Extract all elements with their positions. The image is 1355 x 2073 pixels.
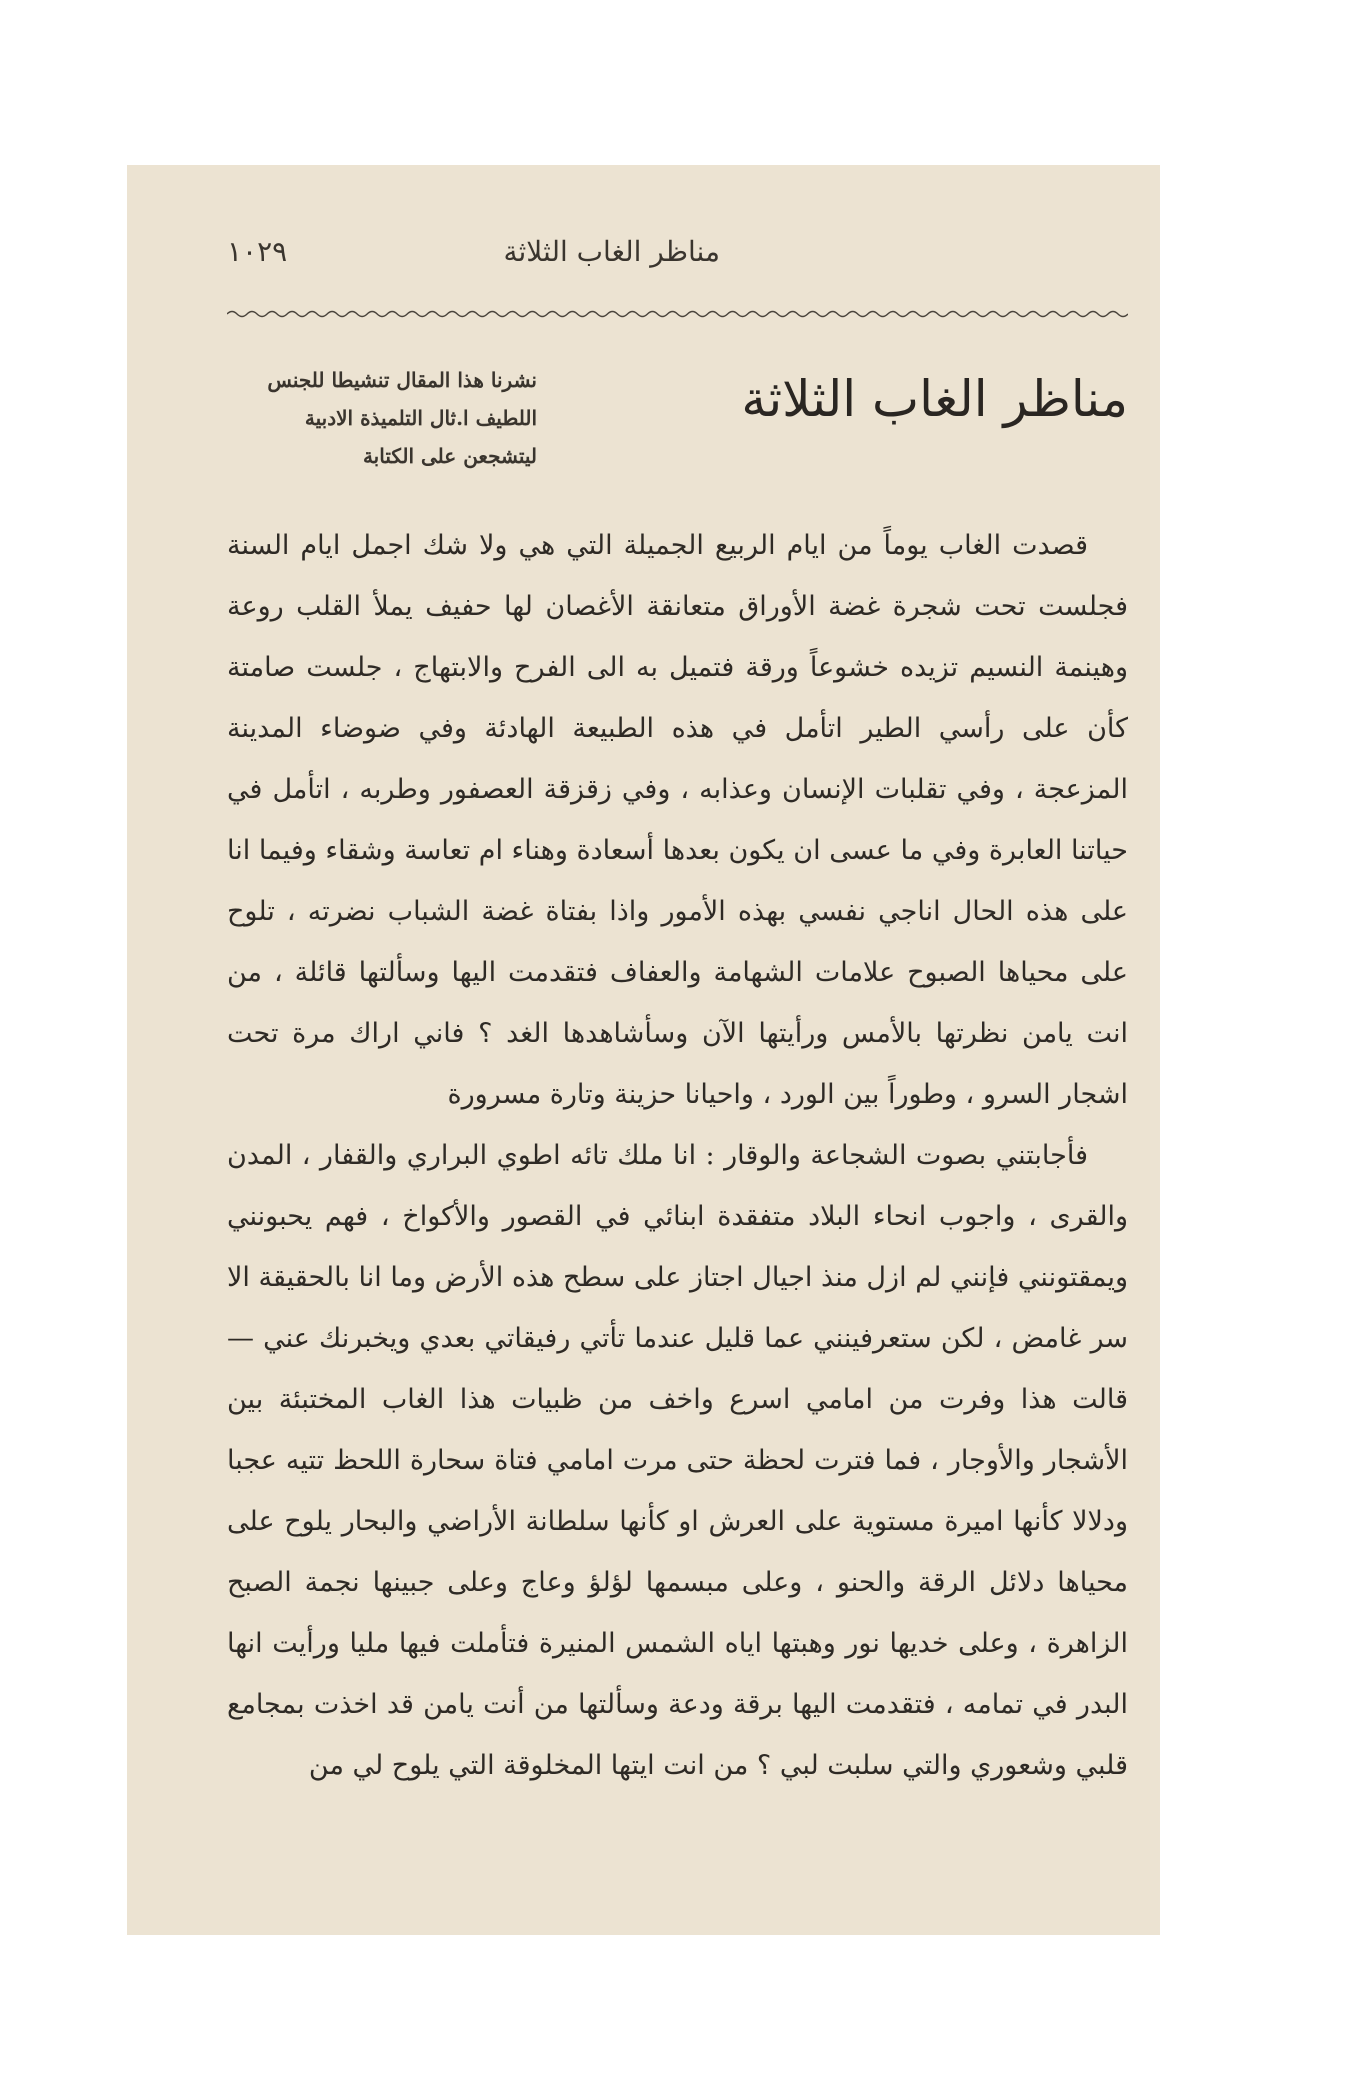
wavy-rule-icon [227, 307, 1128, 321]
book-page [127, 165, 1160, 1935]
running-header [227, 235, 1060, 275]
article-body [227, 515, 1128, 1796]
editor-note: نشرنا هذا المقال تنشيطا للجنس اللطيف ا.ثال التلميذة الادبية ليتشجعن على الكتابة [267, 368, 537, 468]
paragraph: فأجابتني بصوت الشجاعة والوقار : انا ملك تائه اطوي البراري والقفار ، المدن والقرى ، واجوب انحاء البلاد متفقدة ابنائي في القصور والأكواخ ، فهم يحبونني ويمقتونني فإنني لم ازل منذ اجيال اجتاز على سطح هذه الأرض وما انا بالحقيقة الا سر غامض ، لكن ستعرفينني عما قليل عندما تأتي رفيقاتي بعدي ويخبرنك عني — قالت هذا وفرت من امامي اسرع واخف من ظبيات هذا الغاب المختبئة بين الأشجار والأوجار ، فما فترت لحظة حتى مرت امامي فتاة سحارة اللحظ تتيه عجبا ودلالا كأنها اميرة مستوية على العرش او كأنها سلطانة الأراضي والبحار يلوح على محياها دلائل الرقة والحنو ، وعلى مبسمها لؤلؤ وعاج وعلى جبينها نجمة الصبح الزاهرة ، وعلى خديها نور وهبتها اياه الشمس المنيرة فتأملت فيها مليا ورأيت انها البدر في تمامه ، فتقدمت اليها برقة ودعة وسألتها من أنت يامن قد اخذت بمجامع قلبي وشعوري والتي سلبت لبي ؟ من انت ايتها المخلوقة التي يلوح لي من [227, 1140, 1128, 1781]
paragraph: قصدت الغاب يوماً من ايام الربيع الجميلة التي هي ولا شك اجمل ايام السنة فجلست تحت شجرة غضة الأوراق متعانقة الأغصان لها حفيف يملأ القلب روعة وهينمة النسيم تزيده خشوعاً ورقة فتميل به الى الفرح والابتهاج ، جلست صامتة كأن على رأسي الطير اتأمل في هذه الطبيعة الهادئة وفي ضوضاء المدينة المزعجة ، وفي تقلبات الإنسان وعذابه ، وفي زقزقة العصفور وطربه ، اتأمل في حياتنا العابرة وفي ما عسى ان يكون بعدها أسعادة وهناء ام تعاسة وشقاء وفيما انا على هذه الحال اناجي نفسي بهذه الأمور واذا بفتاة غضة الشباب نضرته ، تلوح على محياها الصبوح علامات الشهامة والعفاف فتقدمت اليها وسألتها قائلة ، من انت يامن نظرتها بالأمس ورأيتها الآن وسأشاهدها الغد ؟ فاني اراك مرة تحت اشجار السرو ، وطوراً بين الورد ، واحيانا حزينة وتارة مسرورة [227, 530, 1128, 1110]
article-title: مناظر الغاب الثلاثة [741, 370, 1128, 428]
running-title: مناظر الغاب الثلاثة [503, 235, 720, 268]
page-number: ١٠٢٩ [227, 235, 288, 268]
decorative-rule [227, 307, 1128, 321]
article-header [227, 361, 1128, 481]
